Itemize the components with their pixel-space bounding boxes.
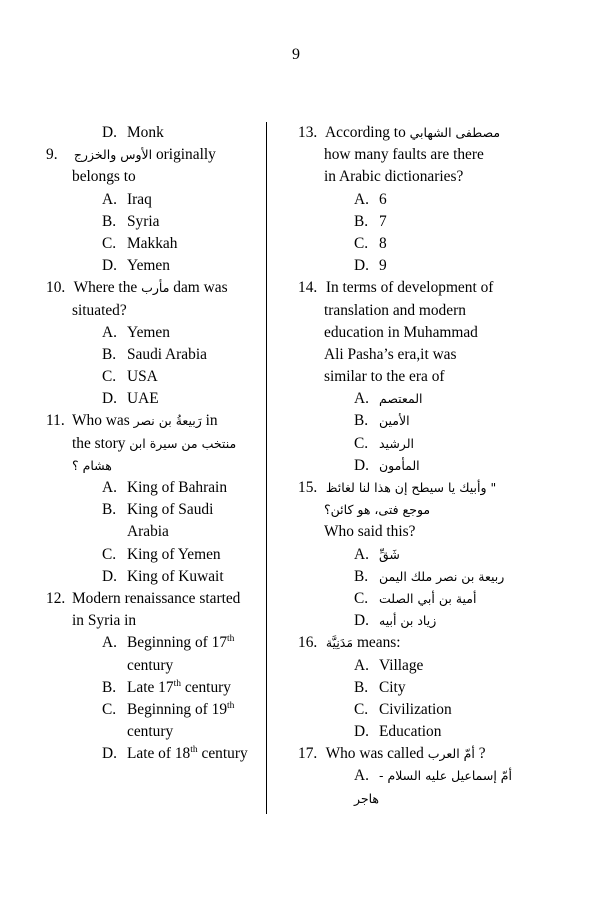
question-number: 10.	[46, 279, 66, 297]
arabic-term: أمّ العرب	[427, 746, 475, 762]
q11-option-b: B. King of Saudi	[102, 501, 214, 519]
q10-option-a: A. Yemen	[102, 323, 170, 341]
q16-line1: 16. مَدَنِيَّة means:	[298, 632, 558, 654]
q14-line3: education in Muhammad	[324, 323, 478, 341]
q13-line1: 13. According to مصطفى الشهابي	[298, 122, 558, 144]
q10-line2: situated?	[72, 301, 127, 319]
question-number: 15.	[298, 479, 318, 496]
q13-option-b: B. 7	[354, 212, 387, 230]
right-column	[298, 122, 558, 810]
q14-option-b: B. الأمين	[354, 412, 410, 430]
q14-option-a: A. المعتصم	[354, 390, 423, 408]
question-number: 9.	[46, 146, 58, 164]
arabic-term: مَدَنِيَّة	[325, 635, 354, 651]
question-number: 17.	[298, 745, 318, 763]
page-number: 9	[292, 46, 300, 63]
q17-line1: 17. Who was called أمّ العرب ?	[298, 743, 558, 765]
q13-line3: in Arabic dictionaries?	[324, 168, 464, 186]
arabic-term: منتخب من سيرة ابن	[129, 435, 237, 451]
q12-option-a: A. Beginning of 17th	[102, 634, 235, 652]
question-number: 13.	[298, 124, 318, 141]
q15-line2	[298, 499, 558, 521]
q17-option-a: A. أمّ إسماعيل عليه السلام -	[354, 767, 512, 785]
q11-option-d: D. King of Kuwait	[102, 567, 224, 585]
q13-option-a: A. 6	[354, 190, 387, 208]
q9-option-d: D. Yemen	[102, 257, 170, 275]
q13-option-c: C. 8	[354, 234, 387, 252]
q10-line1: 10. Where the مأرب dam was	[46, 277, 262, 299]
q11-option-c: C. King of Yemen	[102, 545, 221, 563]
q13-option-d: D. 9	[354, 257, 387, 275]
q12-line1: 12. Modern renaissance started	[46, 588, 262, 610]
q9-line1: 9. الأوس والخزرج originally	[46, 144, 262, 166]
q16-option-d: D. Education	[354, 723, 442, 741]
q14-line4: Ali Pasha’s era,it was	[324, 345, 457, 363]
arabic-quote: موجع فتى، هو كائن؟	[324, 502, 431, 518]
q8-option-d: D. Monk	[102, 124, 164, 141]
q14-line5: similar to the era of	[324, 368, 445, 386]
q13-line2: how many faults are there	[324, 146, 484, 164]
q11-option-a: A. King of Bahrain	[102, 479, 228, 496]
q12-option-a-cont: century	[127, 656, 174, 674]
arabic-quote: " وأبيك يا سيطح إن هذا لنا لغائظ	[325, 480, 497, 495]
q15-option-d: D. زياد بن أبيه	[354, 612, 437, 630]
q11-line1: 11. Who was رَبيعةُ بن نصر in	[46, 410, 262, 432]
arabic-term: مصطفى الشهابي	[409, 125, 501, 140]
q16-option-b: B. City	[354, 678, 406, 696]
q12-option-c: C. Beginning of 19th	[102, 700, 235, 718]
q11-option-b-cont: Arabia	[127, 523, 169, 541]
q10-option-d: D. UAE	[102, 390, 159, 408]
question-number: 11.	[46, 412, 65, 430]
q11-line3	[46, 455, 262, 477]
q16-option-c: C. Civilization	[354, 700, 452, 718]
q17-option-a-cont: هاجر	[354, 790, 380, 806]
left-column	[46, 122, 262, 765]
q12-option-d: D. Late of 18th century	[102, 745, 248, 763]
question-number: 14.	[298, 279, 318, 297]
q14-option-c: C. الرشيد	[354, 434, 414, 452]
q15-line1	[298, 477, 558, 499]
q15-line3: Who said this?	[324, 523, 416, 541]
q15-option-b: B. ربيعة بن نصر ملك اليمن	[354, 567, 505, 585]
q9-line2: belongs to	[72, 168, 136, 186]
q12-option-c-cont: century	[127, 723, 174, 741]
q12-option-b: B. Late 17th century	[102, 678, 231, 696]
q10-option-c: C. USA	[102, 368, 158, 386]
q9-option-a: A. Iraq	[102, 190, 152, 208]
question-number: 12.	[46, 589, 66, 607]
q15-option-c: C. أمية بن أبي الصلت	[354, 589, 477, 607]
q16-option-a: A. Village	[354, 656, 424, 674]
q9-option-b: B. Syria	[102, 212, 160, 230]
q12-line2: in Syria in	[72, 612, 137, 630]
column-divider	[266, 122, 267, 814]
q9-option-c: C. Makkah	[102, 234, 178, 252]
q14-line1: 14. In terms of development of	[298, 277, 558, 299]
q14-option-d: D. المأمون	[354, 456, 420, 474]
q11-line2: the story منتخب من سيرة ابن	[72, 434, 237, 452]
q10-option-b: B. Saudi Arabia	[102, 345, 207, 363]
q15-option-a: A. شَقِّ	[354, 545, 400, 563]
arabic-term: الأوس والخزرج	[73, 147, 153, 163]
arabic-term: مأرب	[141, 280, 170, 296]
question-number: 16.	[298, 634, 318, 652]
q14-line2: translation and modern	[324, 301, 466, 319]
arabic-term: هشام ؟	[72, 457, 112, 473]
arabic-term: رَبيعةُ بن نصر	[133, 413, 202, 429]
